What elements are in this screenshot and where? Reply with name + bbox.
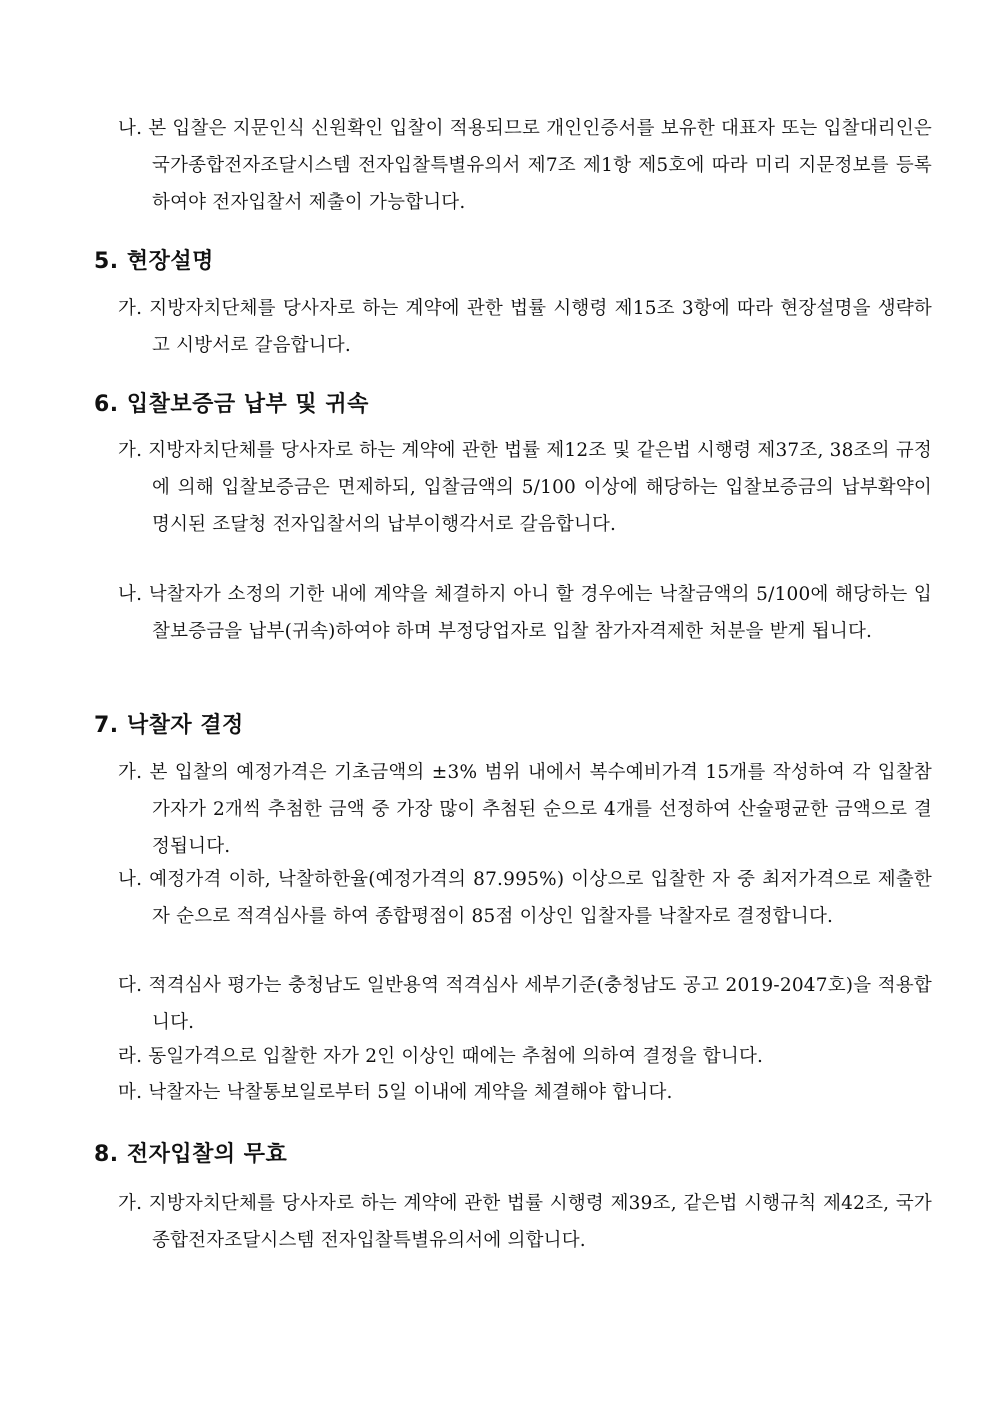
section-7-item-da: 다. 적격심사 평가는 충청남도 일반용역 적격심사 세부기준(충청남도 공고 2019-2047호)을 적용합니다. [118, 975, 932, 1033]
intro-item-na: 나. 본 입찰은 지문인식 신원확인 입찰이 적용되므로 개인인증서를 보유한 대표자 또는 입찰대리인은 국가종합전자조달시스템 전자입찰특별유의서 제7조 제1항 제5호에 따라 미리 지문정보를 등록하여야 전자입찰서 제출이 가능합니다. [118, 118, 932, 213]
section-6-heading: 6. 입찰보증금 납부 및 귀속 [94, 392, 369, 417]
section-6-item-ga: 가. 지방자치단체를 당사자로 하는 계약에 관한 법률 제12조 및 같은법 시행령 제37조, 38조의 규정에 의해 입찰보증금은 면제하되, 입찰금액의 5/100 이상에 해당하는 입찰보증금의 납부확약이 명시된 조달청 전자입찰서의 납부이행각서로 갈음합니다. [118, 440, 932, 535]
section-7-item-na: 나. 예정가격 이하, 낙찰하한율(예정가격의 87.995%) 이상으로 입찰한 자 중 최저가격으로 제출한 자 순으로 적격심사를 하여 종합평점이 85점 이상인 입찰자를 낙찰자로 결정합니다. [118, 869, 932, 927]
section-7-item-ga: 가. 본 입찰의 예정가격은 기초금액의 ±3% 범위 내에서 복수예비가격 15개를 작성하여 각 입찰참가자가 2개씩 추첨한 금액 중 가장 많이 추첨된 순으로 4개를 선정하여 산술평균한 금액으로 결정됩니다. [118, 762, 932, 857]
section-7-item-ma: 마. 낙찰자는 낙찰통보일로부터 5일 이내에 계약을 체결해야 합니다. [118, 1082, 673, 1103]
section-6-item-na: 나. 낙찰자가 소정의 기한 내에 계약을 체결하지 아니 할 경우에는 낙찰금액의 5/100에 해당하는 입찰보증금을 납부(귀속)하여야 하며 부정당업자로 입찰 참가자격제한 처분을 받게 됩니다. [118, 584, 932, 642]
section-7-heading: 7. 낙찰자 결정 [94, 713, 244, 738]
section-8-heading: 8. 전자입찰의 무효 [94, 1142, 288, 1167]
section-7-item-ra: 라. 동일가격으로 입찰한 자가 2인 이상인 때에는 추첨에 의하여 결정을 합니다. [118, 1046, 764, 1067]
section-5-item-ga: 가. 지방자치단체를 당사자로 하는 계약에 관한 법률 시행령 제15조 3항에 따라 현장설명을 생략하고 시방서로 갈음합니다. [118, 298, 932, 356]
section-5-heading: 5. 현장설명 [94, 249, 214, 274]
section-8-item-ga: 가. 지방자치단체를 당사자로 하는 계약에 관한 법률 시행령 제39조, 같은법 시행규칙 제42조, 국가종합전자조달시스템 전자입찰특별유의서에 의합니다. [118, 1193, 932, 1251]
